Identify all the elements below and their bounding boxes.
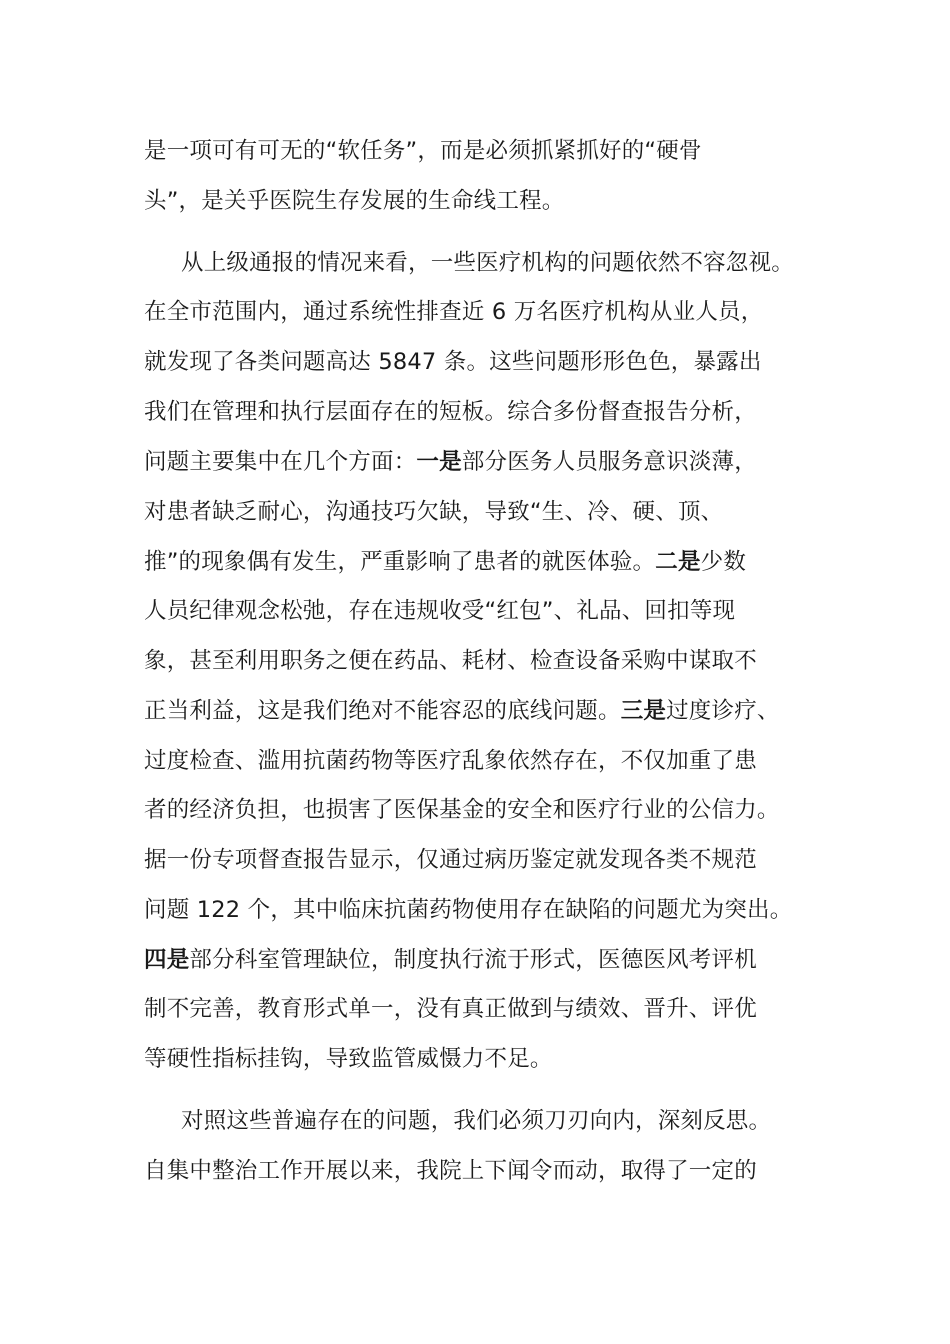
text-line: [144, 497, 723, 527]
text-line: [144, 1156, 757, 1186]
text-line: [144, 186, 564, 216]
text-line: [144, 845, 757, 875]
text-run: 对照这些普遍存在的问题，我们必须刀刃向内，深刻反思。: [181, 1108, 772, 1134]
text-line: [144, 646, 757, 676]
text-run: 制不完善，教育形式单一，没有真正做到与绩效、晋升、评优: [144, 996, 757, 1022]
text-run: 对患者缺乏耐心，沟通技巧欠缺，导致“生、冷、硬、顶、: [144, 499, 724, 525]
text-line: [144, 397, 757, 427]
text-run: 就发现了各类问题高达 5847 条。这些问题形形色色，暴露出: [144, 349, 762, 375]
text-run: 问题 122 个，其中临床抗菌药物使用存在缺陷的问题尤为突出。: [144, 897, 793, 923]
text-line: [144, 347, 762, 377]
text-line: [144, 297, 763, 327]
bold-marker: 四是: [144, 947, 190, 973]
text-line: [144, 1044, 553, 1074]
text-run: 正当利益，这是我们绝对不能容忍的底线问题。: [144, 698, 621, 724]
text-line: [181, 1106, 771, 1136]
text-run: 象，甚至利用职务之便在药品、耗材、检查设备采购中谋取不: [144, 648, 757, 674]
text-line: [144, 945, 757, 975]
text-run: 问题主要集中在几个方面：: [144, 449, 417, 475]
text-line: [144, 746, 757, 776]
text-line: [144, 136, 702, 166]
bold-marker: 一是: [416, 449, 462, 475]
text-run: 从上级通报的情况来看，一些医疗机构的问题依然不容忽视。: [181, 250, 794, 276]
text-line: [144, 547, 746, 577]
bold-marker: 三是: [620, 698, 667, 724]
text-run: 等硬性指标挂钩，导致监管威慑力不足。: [144, 1046, 553, 1072]
text-line: [144, 696, 780, 726]
text-run: 是一项可有可无的“软任务”，而是必须抓紧抓好的“硬骨: [144, 138, 702, 164]
text-run: 在全市范围内，通过系统性排查近 6 万名医疗机构从业人员，: [144, 299, 764, 325]
bold-marker: 二是: [655, 549, 701, 575]
text-line: [144, 596, 735, 626]
text-line: [144, 994, 757, 1024]
text-run: 者的经济负担，也损害了医保基金的安全和医疗行业的公信力。: [144, 797, 780, 823]
text-run: 少数: [700, 549, 747, 575]
text-run: 部分医务人员服务意识淡薄，: [461, 449, 757, 475]
text-line: [144, 447, 757, 477]
text-run: 自集中整治工作开展以来，我院上下闻令而动，取得了一定的: [144, 1158, 757, 1184]
text-run: 过度诊疗、: [666, 698, 780, 724]
text-run: 据一份专项督查报告显示，仅通过病历鉴定就发现各类不规范: [144, 847, 757, 873]
text-run: 推”的现象偶有发生，严重影响了患者的就医体验。: [144, 549, 656, 575]
text-line: [144, 795, 780, 825]
text-run: 头”，是关乎医院生存发展的生命线工程。: [144, 188, 565, 214]
text-run: 过度检查、滥用抗菌药物等医疗乱象依然存在，不仅加重了患: [144, 748, 757, 774]
text-run: 部分科室管理缺位，制度执行流于形式，医德医风考评机: [189, 947, 757, 973]
text-line: [181, 248, 794, 278]
text-run: 我们在管理和执行层面存在的短板。综合多份督查报告分析，: [144, 399, 757, 425]
text-line: [144, 895, 792, 925]
text-run: 人员纪律观念松弛，存在违规收受“红包”、礼品、回扣等现: [144, 598, 736, 624]
